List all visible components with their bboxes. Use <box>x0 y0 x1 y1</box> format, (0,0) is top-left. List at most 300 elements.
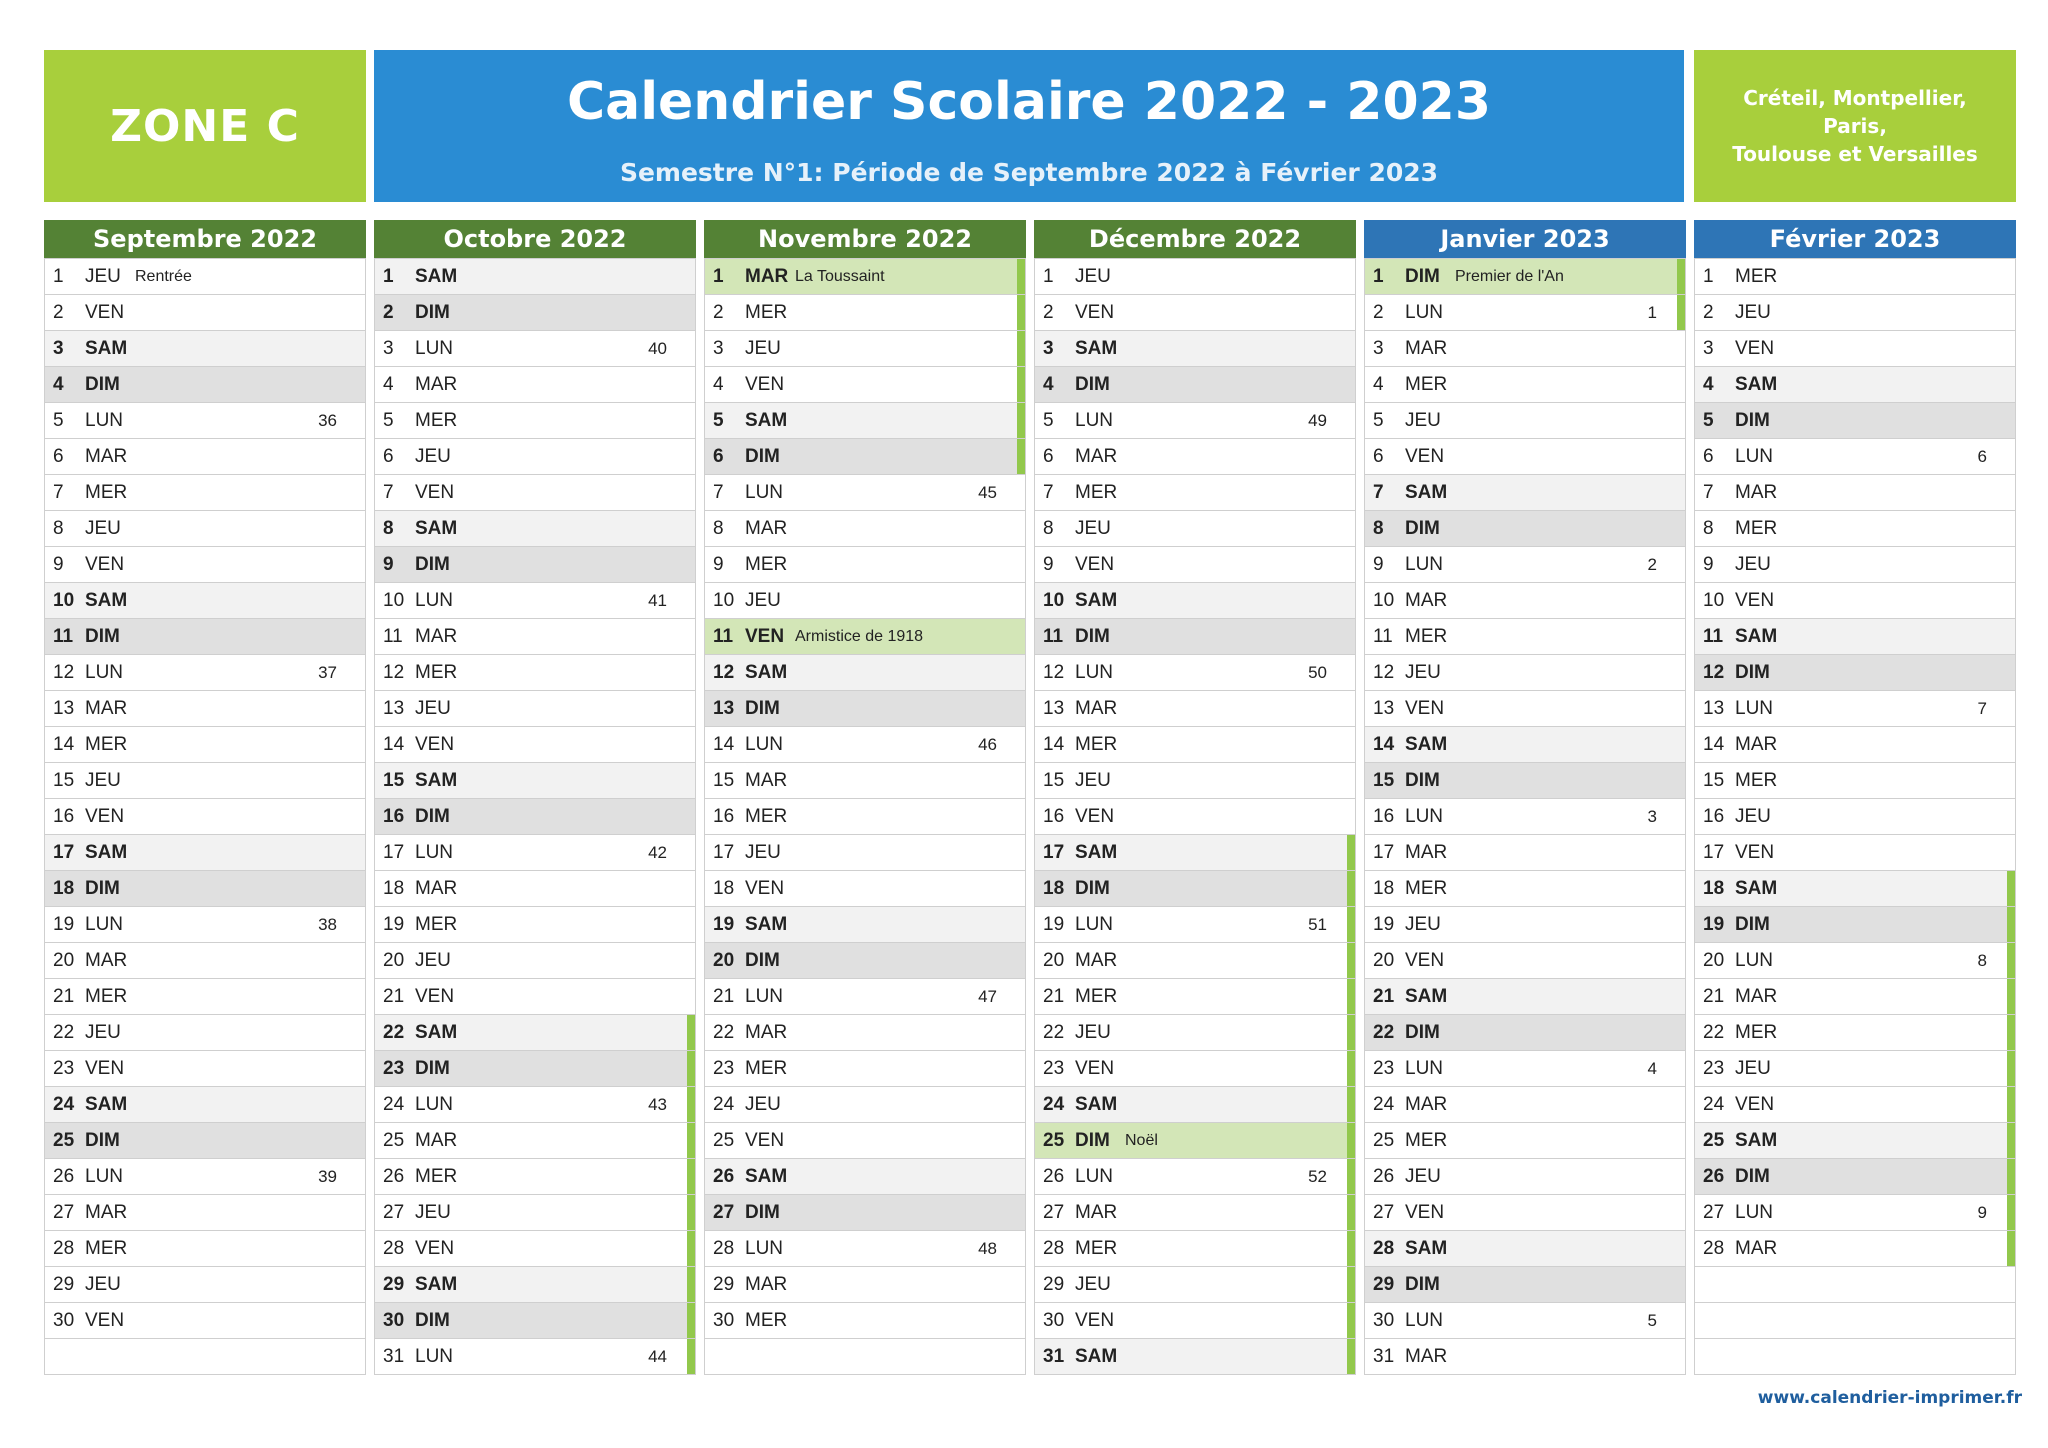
day-row <box>375 582 695 618</box>
day-name: JEU <box>1405 410 1441 431</box>
day-row <box>1695 762 2015 798</box>
day-row <box>1695 1050 2015 1086</box>
day-number: 30 <box>1373 1310 1395 1331</box>
day-number: 18 <box>1373 878 1395 899</box>
month-days <box>44 258 366 1375</box>
empty-day-row <box>705 1338 1025 1374</box>
day-row <box>45 798 365 834</box>
day-number: 11 <box>713 626 734 647</box>
day-name: VEN <box>1735 1094 1775 1115</box>
day-number: 16 <box>383 806 405 827</box>
day-name: LUN <box>1405 1310 1444 1331</box>
day-event: Armistice de 1918 <box>795 628 924 645</box>
day-name: MAR <box>745 518 788 539</box>
day-row <box>45 438 365 474</box>
day-name: LUN <box>1405 1058 1444 1079</box>
day-name: MAR <box>415 1130 458 1151</box>
day-number: 7 <box>53 482 64 503</box>
day-row <box>45 906 365 942</box>
day-name: SAM <box>745 410 788 431</box>
day-row <box>375 654 695 690</box>
day-event: La Toussaint <box>795 268 885 285</box>
day-number: 28 <box>1703 1238 1725 1259</box>
day-name: LUN <box>1735 1202 1774 1223</box>
month-days <box>374 258 696 1375</box>
day-name: SAM <box>1075 842 1118 863</box>
day-number: 8 <box>1373 518 1384 539</box>
day-name: DIM <box>85 878 120 899</box>
day-row <box>375 762 695 798</box>
day-row <box>1035 510 1355 546</box>
day-name: MAR <box>1735 1238 1778 1259</box>
day-number: 28 <box>53 1238 75 1259</box>
week-number: 4 <box>1647 1059 1657 1078</box>
day-row <box>1695 690 2015 726</box>
day-name: MER <box>745 806 788 827</box>
week-number: 43 <box>648 1095 667 1114</box>
month-column <box>44 220 366 1375</box>
month-header: Janvier 2023 <box>1364 220 1686 258</box>
month-days <box>1034 258 1356 1375</box>
day-row <box>705 906 1025 942</box>
day-name: VEN <box>745 1130 785 1151</box>
day-row <box>375 294 695 330</box>
day-row <box>1695 942 2015 978</box>
day-name: VEN <box>85 302 125 323</box>
day-row <box>375 1122 695 1158</box>
day-row <box>45 1122 365 1158</box>
day-name: LUN <box>1075 410 1114 431</box>
day-row <box>1035 1194 1355 1230</box>
day-row <box>1695 870 2015 906</box>
day-number: 23 <box>1043 1058 1065 1079</box>
day-number: 12 <box>383 662 405 683</box>
day-number: 30 <box>383 1310 405 1331</box>
month-header: Décembre 2022 <box>1034 220 1356 258</box>
day-name: SAM <box>745 1166 788 1187</box>
regions-text <box>1710 84 2000 168</box>
day-name: DIM <box>85 626 120 647</box>
day-row <box>1035 618 1355 654</box>
day-name: SAM <box>1075 338 1118 359</box>
day-number: 10 <box>53 590 75 611</box>
day-row <box>1695 438 2015 474</box>
day-row <box>375 618 695 654</box>
day-number: 23 <box>1373 1058 1395 1079</box>
day-number: 8 <box>383 518 394 539</box>
day-number: 14 <box>1703 734 1725 755</box>
day-number: 3 <box>383 338 394 359</box>
day-row <box>375 690 695 726</box>
day-number: 10 <box>383 590 405 611</box>
day-number: 19 <box>713 914 735 935</box>
day-number: 20 <box>1043 950 1065 971</box>
day-row <box>705 402 1025 438</box>
day-name: JEU <box>1075 1274 1111 1295</box>
day-number: 29 <box>53 1274 75 1295</box>
day-number: 19 <box>383 914 405 935</box>
day-number: 5 <box>713 410 724 431</box>
day-name: LUN <box>1735 698 1774 719</box>
day-number: 25 <box>1703 1130 1725 1151</box>
day-number: 27 <box>1373 1202 1395 1223</box>
empty-day-row <box>1695 1266 2015 1302</box>
day-row <box>375 546 695 582</box>
day-number: 3 <box>1043 338 1054 359</box>
day-number: 27 <box>383 1202 405 1223</box>
day-row <box>1365 1014 1685 1050</box>
day-name: DIM <box>415 302 450 323</box>
day-name: LUN <box>745 734 784 755</box>
day-number: 14 <box>383 734 405 755</box>
day-number: 15 <box>713 770 735 791</box>
day-name: MER <box>1735 770 1778 791</box>
day-name: MAR <box>1075 1202 1118 1223</box>
day-row <box>1695 294 2015 330</box>
day-number: 2 <box>383 302 394 323</box>
day-number: 24 <box>1043 1094 1065 1115</box>
day-row <box>375 1266 695 1302</box>
day-row <box>1035 474 1355 510</box>
month-column <box>704 220 1026 1375</box>
week-number: 36 <box>318 411 337 430</box>
day-number: 18 <box>713 878 735 899</box>
week-number: 7 <box>1977 699 1987 718</box>
day-name: JEU <box>1405 662 1441 683</box>
day-number: 13 <box>1703 698 1725 719</box>
day-row <box>1695 546 2015 582</box>
day-row <box>1035 978 1355 1014</box>
day-number: 24 <box>1373 1094 1395 1115</box>
day-number: 22 <box>1043 1022 1065 1043</box>
footer-url[interactable]: www.calendrier-imprimer.fr <box>1757 1388 2022 1408</box>
week-number: 51 <box>1308 915 1327 934</box>
day-row <box>1365 438 1685 474</box>
week-number: 45 <box>978 483 997 502</box>
day-row <box>375 1086 695 1122</box>
day-name: DIM <box>1075 878 1110 899</box>
day-number: 27 <box>1043 1202 1065 1223</box>
month-header: Septembre 2022 <box>44 220 366 258</box>
day-number: 12 <box>53 662 75 683</box>
week-number: 1 <box>1647 303 1657 322</box>
day-name: LUN <box>415 1346 454 1367</box>
day-name: MAR <box>1405 590 1448 611</box>
day-number: 21 <box>1373 986 1395 1007</box>
day-row <box>1365 1050 1685 1086</box>
day-row <box>1035 906 1355 942</box>
day-name: VEN <box>1075 554 1115 575</box>
day-number: 28 <box>383 1238 405 1259</box>
day-number: 3 <box>1373 338 1384 359</box>
week-number: 48 <box>978 1239 997 1258</box>
day-number: 1 <box>383 266 394 287</box>
day-row <box>1695 510 2015 546</box>
day-name: LUN <box>1075 1166 1114 1187</box>
day-number: 13 <box>383 698 405 719</box>
day-number: 23 <box>713 1058 735 1079</box>
day-number: 20 <box>383 950 405 971</box>
day-name: DIM <box>85 374 120 395</box>
day-number: 13 <box>1373 698 1395 719</box>
day-name: SAM <box>85 842 128 863</box>
day-row <box>705 294 1025 330</box>
day-row <box>45 546 365 582</box>
day-row <box>1035 654 1355 690</box>
day-row <box>1365 1086 1685 1122</box>
day-row <box>705 654 1025 690</box>
day-row <box>375 1338 695 1374</box>
day-row <box>1365 258 1685 294</box>
day-row <box>1365 690 1685 726</box>
day-name: DIM <box>1735 914 1770 935</box>
day-number: 7 <box>1373 482 1384 503</box>
day-row <box>705 762 1025 798</box>
day-row <box>45 1194 365 1230</box>
day-name: SAM <box>745 662 788 683</box>
day-name: LUN <box>1405 554 1444 575</box>
day-row <box>705 1122 1025 1158</box>
day-row <box>1695 618 2015 654</box>
day-row <box>705 726 1025 762</box>
day-row <box>1695 330 2015 366</box>
day-name: DIM <box>415 1310 450 1331</box>
day-number: 31 <box>1043 1346 1065 1367</box>
day-number: 17 <box>1703 842 1725 863</box>
day-number: 6 <box>713 446 724 467</box>
day-name: JEU <box>85 1022 121 1043</box>
day-name: SAM <box>1075 590 1118 611</box>
day-name: SAM <box>1405 734 1448 755</box>
day-name: MER <box>415 662 458 683</box>
day-number: 6 <box>53 446 64 467</box>
day-name: MER <box>415 914 458 935</box>
day-name: VEN <box>745 374 785 395</box>
day-number: 4 <box>1043 374 1054 395</box>
day-row <box>375 834 695 870</box>
day-number: 28 <box>713 1238 735 1259</box>
day-row <box>1695 582 2015 618</box>
day-number: 4 <box>53 374 64 395</box>
day-name: MER <box>745 302 788 323</box>
day-name: VEN <box>85 1058 125 1079</box>
month-column <box>374 220 696 1375</box>
week-number: 39 <box>318 1167 337 1186</box>
day-name: JEU <box>745 590 781 611</box>
day-number: 17 <box>1043 842 1065 863</box>
day-row <box>1035 1266 1355 1302</box>
day-name: JEU <box>745 842 781 863</box>
day-name: SAM <box>1735 626 1778 647</box>
day-name: VEN <box>745 626 785 647</box>
day-row <box>705 834 1025 870</box>
day-name: SAM <box>415 770 458 791</box>
day-row <box>1035 258 1355 294</box>
month-days <box>1694 258 2016 1375</box>
day-row <box>375 402 695 438</box>
day-name: DIM <box>85 1130 120 1151</box>
day-name: SAM <box>1075 1346 1118 1367</box>
page-subtitle: Semestre N°1: Période de Septembre 2022 à Février 2023 <box>619 158 1439 187</box>
day-number: 27 <box>1703 1202 1725 1223</box>
day-row <box>1695 474 2015 510</box>
day-row <box>45 978 365 1014</box>
day-name: MER <box>1735 518 1778 539</box>
day-row <box>45 330 365 366</box>
day-name: LUN <box>1735 446 1774 467</box>
day-row <box>705 330 1025 366</box>
week-number: 9 <box>1977 1203 1987 1222</box>
day-name: LUN <box>415 1094 454 1115</box>
day-row <box>375 870 695 906</box>
day-name: MAR <box>1735 734 1778 755</box>
day-name: JEU <box>1735 554 1771 575</box>
day-name: JEU <box>1735 806 1771 827</box>
day-name: JEU <box>1075 518 1111 539</box>
day-number: 17 <box>383 842 405 863</box>
day-number: 9 <box>1373 554 1384 575</box>
day-row <box>375 258 695 294</box>
day-row <box>705 474 1025 510</box>
day-row <box>1035 1158 1355 1194</box>
day-name: VEN <box>1405 698 1445 719</box>
day-number: 29 <box>1043 1274 1065 1295</box>
day-number: 22 <box>1373 1022 1395 1043</box>
day-name: SAM <box>1405 986 1448 1007</box>
day-number: 2 <box>1043 302 1054 323</box>
day-number: 31 <box>383 1346 405 1367</box>
day-number: 5 <box>1703 410 1714 431</box>
day-row <box>705 1194 1025 1230</box>
day-number: 3 <box>53 338 64 359</box>
day-name: DIM <box>1075 626 1110 647</box>
day-name: MAR <box>1735 482 1778 503</box>
day-name: MER <box>1405 626 1448 647</box>
day-name: DIM <box>1405 1274 1440 1295</box>
day-name: DIM <box>1735 1166 1770 1187</box>
day-number: 1 <box>1703 266 1714 287</box>
day-name: JEU <box>85 266 121 287</box>
day-number: 6 <box>383 446 394 467</box>
zone-label-box <box>44 50 366 202</box>
day-number: 15 <box>53 770 75 791</box>
day-row <box>45 942 365 978</box>
day-number: 30 <box>53 1310 75 1331</box>
day-number: 26 <box>713 1166 735 1187</box>
day-row <box>1365 294 1685 330</box>
day-number: 10 <box>1703 590 1725 611</box>
day-name: DIM <box>745 1202 780 1223</box>
day-row <box>1365 1338 1685 1374</box>
day-row <box>1365 762 1685 798</box>
day-row <box>1035 402 1355 438</box>
day-row <box>1695 1122 2015 1158</box>
day-number: 18 <box>53 878 75 899</box>
day-name: JEU <box>1735 1058 1771 1079</box>
day-number: 29 <box>1373 1274 1395 1295</box>
day-number: 16 <box>713 806 735 827</box>
day-row <box>705 978 1025 1014</box>
week-number: 41 <box>648 591 667 610</box>
day-name: MAR <box>1405 1094 1448 1115</box>
day-name: SAM <box>415 266 458 287</box>
day-number: 22 <box>383 1022 405 1043</box>
day-row <box>705 1266 1025 1302</box>
week-number: 50 <box>1308 663 1327 682</box>
day-number: 3 <box>713 338 724 359</box>
day-number: 7 <box>713 482 724 503</box>
day-number: 16 <box>53 806 75 827</box>
day-name: JEU <box>745 338 781 359</box>
day-number: 6 <box>1043 446 1054 467</box>
day-number: 28 <box>1373 1238 1395 1259</box>
day-name: DIM <box>745 950 780 971</box>
day-row <box>45 726 365 762</box>
day-row <box>1695 1086 2015 1122</box>
day-row <box>1365 618 1685 654</box>
day-row <box>45 1086 365 1122</box>
day-name: MER <box>1075 986 1118 1007</box>
day-name: MER <box>745 554 788 575</box>
day-name: MAR <box>85 950 128 971</box>
month-column <box>1034 220 1356 1375</box>
week-number: 6 <box>1977 447 1987 466</box>
day-number: 23 <box>383 1058 405 1079</box>
day-row <box>1035 1302 1355 1338</box>
day-name: JEU <box>1075 1022 1111 1043</box>
day-name: VEN <box>1075 1058 1115 1079</box>
day-name: JEU <box>85 518 121 539</box>
day-number: 2 <box>1373 302 1384 323</box>
day-row <box>705 546 1025 582</box>
day-number: 25 <box>713 1130 735 1151</box>
day-number: 14 <box>1373 734 1395 755</box>
day-row <box>1035 942 1355 978</box>
day-number: 2 <box>1703 302 1714 323</box>
day-row <box>1365 330 1685 366</box>
day-row <box>1035 582 1355 618</box>
day-name: SAM <box>1735 878 1778 899</box>
day-row <box>375 1050 695 1086</box>
day-number: 29 <box>713 1274 735 1295</box>
day-number: 16 <box>1043 806 1065 827</box>
day-name: LUN <box>415 842 454 863</box>
day-row <box>375 906 695 942</box>
day-name: JEU <box>85 770 121 791</box>
day-row <box>1035 726 1355 762</box>
day-row <box>375 474 695 510</box>
day-number: 10 <box>1043 590 1065 611</box>
day-row <box>375 438 695 474</box>
day-name: MAR <box>85 446 128 467</box>
day-row <box>1035 366 1355 402</box>
day-number: 1 <box>713 266 724 287</box>
day-row <box>1365 510 1685 546</box>
day-number: 16 <box>1703 806 1725 827</box>
day-number: 26 <box>53 1166 75 1187</box>
day-name: SAM <box>415 518 458 539</box>
day-row <box>1365 1230 1685 1266</box>
day-number: 13 <box>53 698 75 719</box>
day-number: 2 <box>713 302 724 323</box>
day-number: 18 <box>383 878 405 899</box>
day-row <box>1035 1122 1355 1158</box>
day-name: LUN <box>415 338 454 359</box>
day-name: VEN <box>1735 590 1775 611</box>
day-row <box>705 870 1025 906</box>
day-row <box>45 654 365 690</box>
day-name: MER <box>1735 266 1778 287</box>
